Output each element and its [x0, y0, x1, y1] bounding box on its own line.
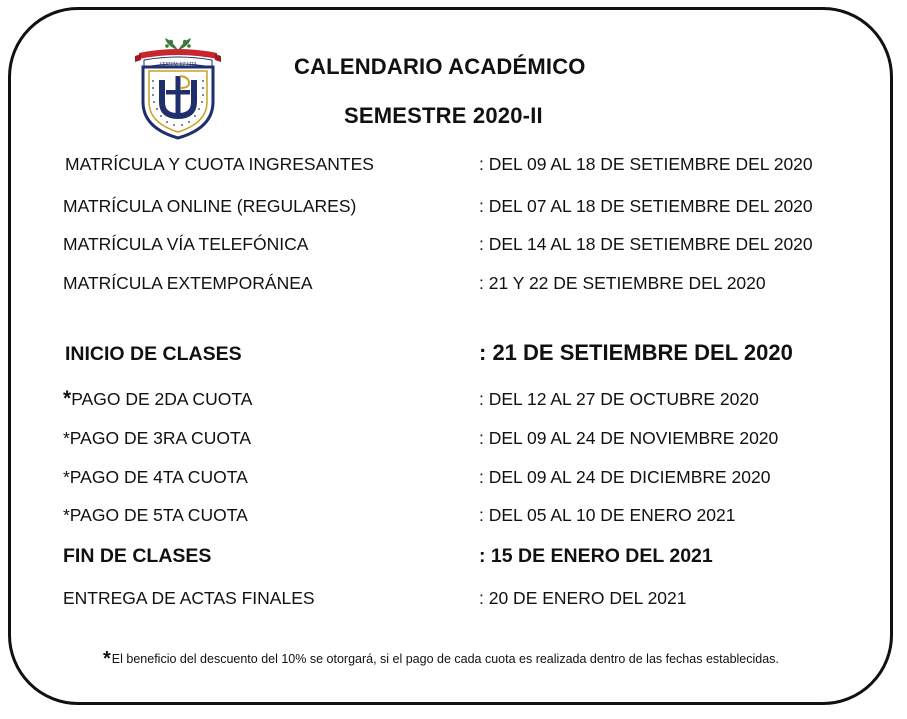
row-label-pago-3ra-cuota: *PAGO DE 3RA CUOTA: [63, 428, 252, 448]
row-label-pago-2da-cuota: *PAGO DE 2DA CUOTA: [63, 387, 253, 410]
footnote-text: El beneficio del descuento del 10% se otorgará, si el pago de cada cuota es realizada dentro de las fechas establecidas.: [111, 652, 779, 666]
row-value-pago-4ta-cuota: : DEL 09 AL 24 DE DICIEMBRE 2020: [479, 467, 771, 487]
row-label-fin-clases: FIN DE CLASES: [63, 545, 212, 567]
row-label-inicio-clases: INICIO DE CLASES: [65, 343, 242, 365]
university-logo: [133, 36, 223, 140]
footnote-asterisk: *: [103, 648, 111, 670]
footnote: [103, 648, 779, 671]
row-label-matricula-extemporanea: MATRÍCULA EXTEMPORÁNEA: [63, 273, 313, 293]
row-label-matricula-ingresantes: MATRÍCULA Y CUOTA INGRESANTES: [65, 154, 374, 174]
row-label-pago-5ta-cuota: *PAGO DE 5TA CUOTA: [63, 505, 248, 525]
row-value-entrega-actas: : 20 DE ENERO DEL 2021: [479, 588, 687, 608]
row-value-pago-5ta-cuota: : DEL 05 AL 10 DE ENERO 2021: [479, 505, 736, 525]
asterisk-mark: *: [63, 387, 72, 410]
row-value-matricula-online: : DEL 07 AL 18 DE SETIEMBRE DEL 2020: [479, 196, 813, 216]
row-label-matricula-online: MATRÍCULA ONLINE (REGULARES): [63, 196, 357, 216]
svg-text:VERITAS ET VITA: VERITAS ET VITA: [159, 62, 197, 68]
row-value-matricula-ingresantes: : DEL 09 AL 18 DE SETIEMBRE DEL 2020: [479, 154, 813, 174]
row-label-entrega-actas: ENTREGA DE ACTAS FINALES: [63, 588, 315, 608]
calendar-title: CALENDARIO ACADÉMICO: [294, 54, 586, 79]
row-value-matricula-extemporanea: : 21 Y 22 DE SETIEMBRE DEL 2020: [479, 273, 766, 293]
row-value-pago-3ra-cuota: : DEL 09 AL 24 DE NOVIEMBRE 2020: [479, 428, 779, 448]
row-value-inicio-clases: : 21 DE SETIEMBRE DEL 2020: [479, 340, 793, 365]
row-label-matricula-telefonica: MATRÍCULA VÍA TELEFÓNICA: [63, 234, 309, 254]
row-value-pago-2da-cuota: : DEL 12 AL 27 DE OCTUBRE 2020: [479, 389, 759, 409]
laurel-icon: [165, 38, 191, 50]
row-value-matricula-telefonica: : DEL 14 AL 18 DE SETIEMBRE DEL 2020: [479, 234, 813, 254]
row-label-pago-4ta-cuota: *PAGO DE 4TA CUOTA: [63, 467, 248, 487]
row-value-fin-clases: : 15 DE ENERO DEL 2021: [479, 545, 713, 567]
semester-subtitle: SEMESTRE 2020-II: [344, 103, 543, 128]
